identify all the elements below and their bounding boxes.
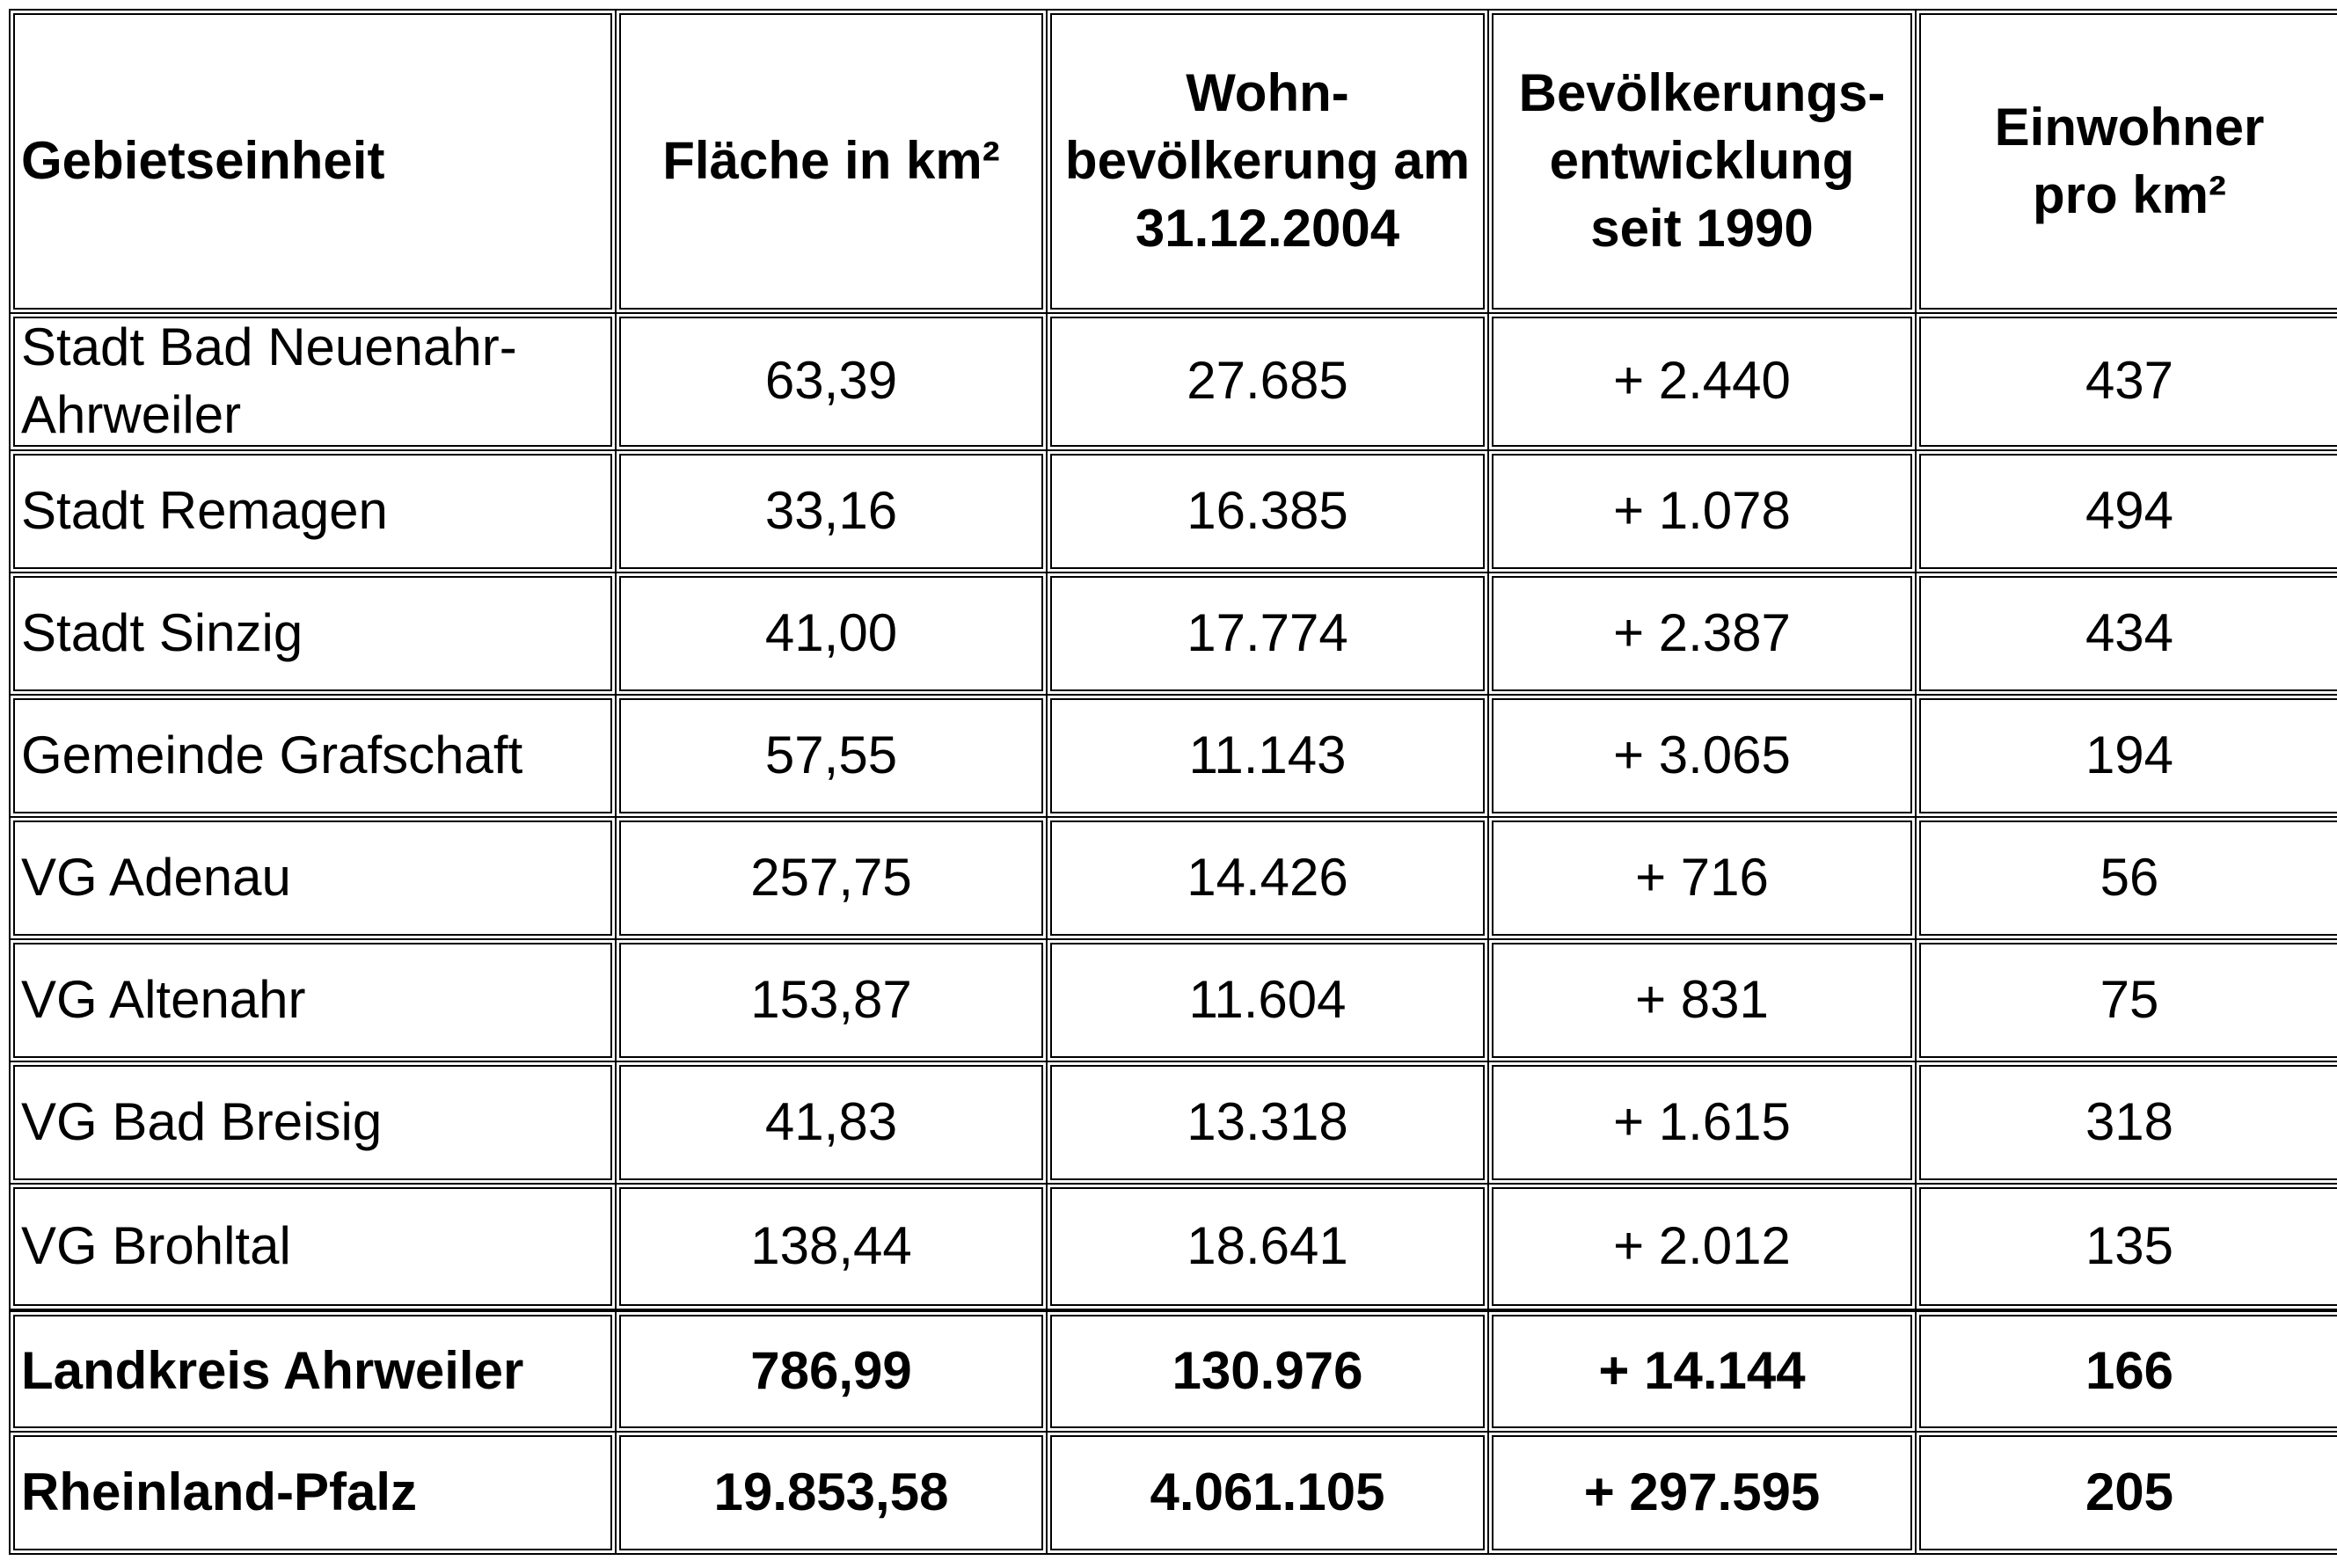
header-development-line: entwicklung: [1549, 131, 1855, 191]
cell-population: 130.976: [1048, 1310, 1489, 1433]
cell-area: 63,39: [617, 314, 1048, 451]
table-row: [11, 940, 2337, 1062]
table-row: [11, 573, 2337, 696]
table-row: [11, 818, 2337, 940]
cell-name: Gemeinde Grafschaft: [11, 696, 617, 818]
cell-development: + 3.065: [1489, 696, 1917, 818]
cell-area: 41,83: [617, 1062, 1048, 1185]
cell-name: Stadt Remagen: [11, 451, 617, 573]
header-development-line: seit 1990: [1590, 198, 1814, 258]
header-density-line: Einwohner: [1994, 97, 2265, 157]
cell-density: 205: [1917, 1433, 2337, 1555]
header-development-line: Bevölkerungs-: [1518, 63, 1886, 123]
cell-area: 41,00: [617, 573, 1048, 696]
header-density: [1917, 11, 2337, 314]
cell-development: + 297.595: [1489, 1433, 1917, 1555]
cell-density: 75: [1917, 940, 2337, 1062]
cell-development: + 1.615: [1489, 1062, 1917, 1185]
table-row: [11, 696, 2337, 818]
header-population-line: 31.12.2004: [1135, 198, 1400, 258]
cell-density: 318: [1917, 1062, 2337, 1185]
cell-population: 27.685: [1048, 314, 1489, 451]
cell-name: VG Bad Breisig: [11, 1062, 617, 1185]
cell-population: 14.426: [1048, 818, 1489, 940]
cell-name-text: Stadt Bad Neuenahr-Ahrweiler: [21, 317, 517, 444]
cell-name: Stadt Sinzig: [11, 573, 617, 696]
cell-development: + 2.387: [1489, 573, 1917, 696]
cell-density: 56: [1917, 818, 2337, 940]
cell-population: 4.061.105: [1048, 1433, 1489, 1555]
table-row: [11, 1062, 2337, 1185]
cell-area: 257,75: [617, 818, 1048, 940]
cell-population: 17.774: [1048, 573, 1489, 696]
header-row: [11, 11, 2337, 314]
cell-population: 11.143: [1048, 696, 1489, 818]
header-population-line: Wohn-: [1186, 63, 1349, 123]
cell-name: VG Brohltal: [11, 1185, 617, 1310]
cell-name: Rheinland-Pfalz: [11, 1433, 617, 1555]
cell-development: + 716: [1489, 818, 1917, 940]
cell-name: Landkreis Ahrweiler: [11, 1310, 617, 1433]
cell-population: 18.641: [1048, 1185, 1489, 1310]
cell-name: VG Adenau: [11, 818, 617, 940]
cell-density: 434: [1917, 573, 2337, 696]
cell-name: [11, 314, 617, 451]
cell-development: + 831: [1489, 940, 1917, 1062]
cell-development: + 2.012: [1489, 1185, 1917, 1310]
cell-density: 437: [1917, 314, 2337, 451]
cell-density: 166: [1917, 1310, 2337, 1433]
header-population-line: bevölkerung am: [1064, 131, 1471, 191]
cell-density: 194: [1917, 696, 2337, 818]
cell-area: 138,44: [617, 1185, 1048, 1310]
cell-population: 13.318: [1048, 1062, 1489, 1185]
cell-area: 786,99: [617, 1310, 1048, 1433]
total-row-district: [11, 1310, 2337, 1433]
cell-population: 16.385: [1048, 451, 1489, 573]
cell-area: 153,87: [617, 940, 1048, 1062]
total-row-state: [11, 1433, 2337, 1555]
cell-density: 135: [1917, 1185, 2337, 1310]
header-density-line: pro km²: [2032, 164, 2227, 224]
cell-density: 494: [1917, 451, 2337, 573]
header-name: Gebietseinheit: [11, 11, 617, 314]
cell-population: 11.604: [1048, 940, 1489, 1062]
cell-name: VG Altenahr: [11, 940, 617, 1062]
table-row: [11, 314, 2337, 451]
table-row: [11, 1185, 2337, 1310]
header-area: Fläche in km²: [617, 11, 1048, 314]
cell-area: 19.853,58: [617, 1433, 1048, 1555]
header-development: [1489, 11, 1917, 314]
table-row: [11, 451, 2337, 573]
header-population: [1048, 11, 1489, 314]
cell-development: + 1.078: [1489, 451, 1917, 573]
cell-area: 57,55: [617, 696, 1048, 818]
population-table: [9, 9, 2337, 1555]
cell-development: + 2.440: [1489, 314, 1917, 451]
cell-development: + 14.144: [1489, 1310, 1917, 1433]
cell-area: 33,16: [617, 451, 1048, 573]
